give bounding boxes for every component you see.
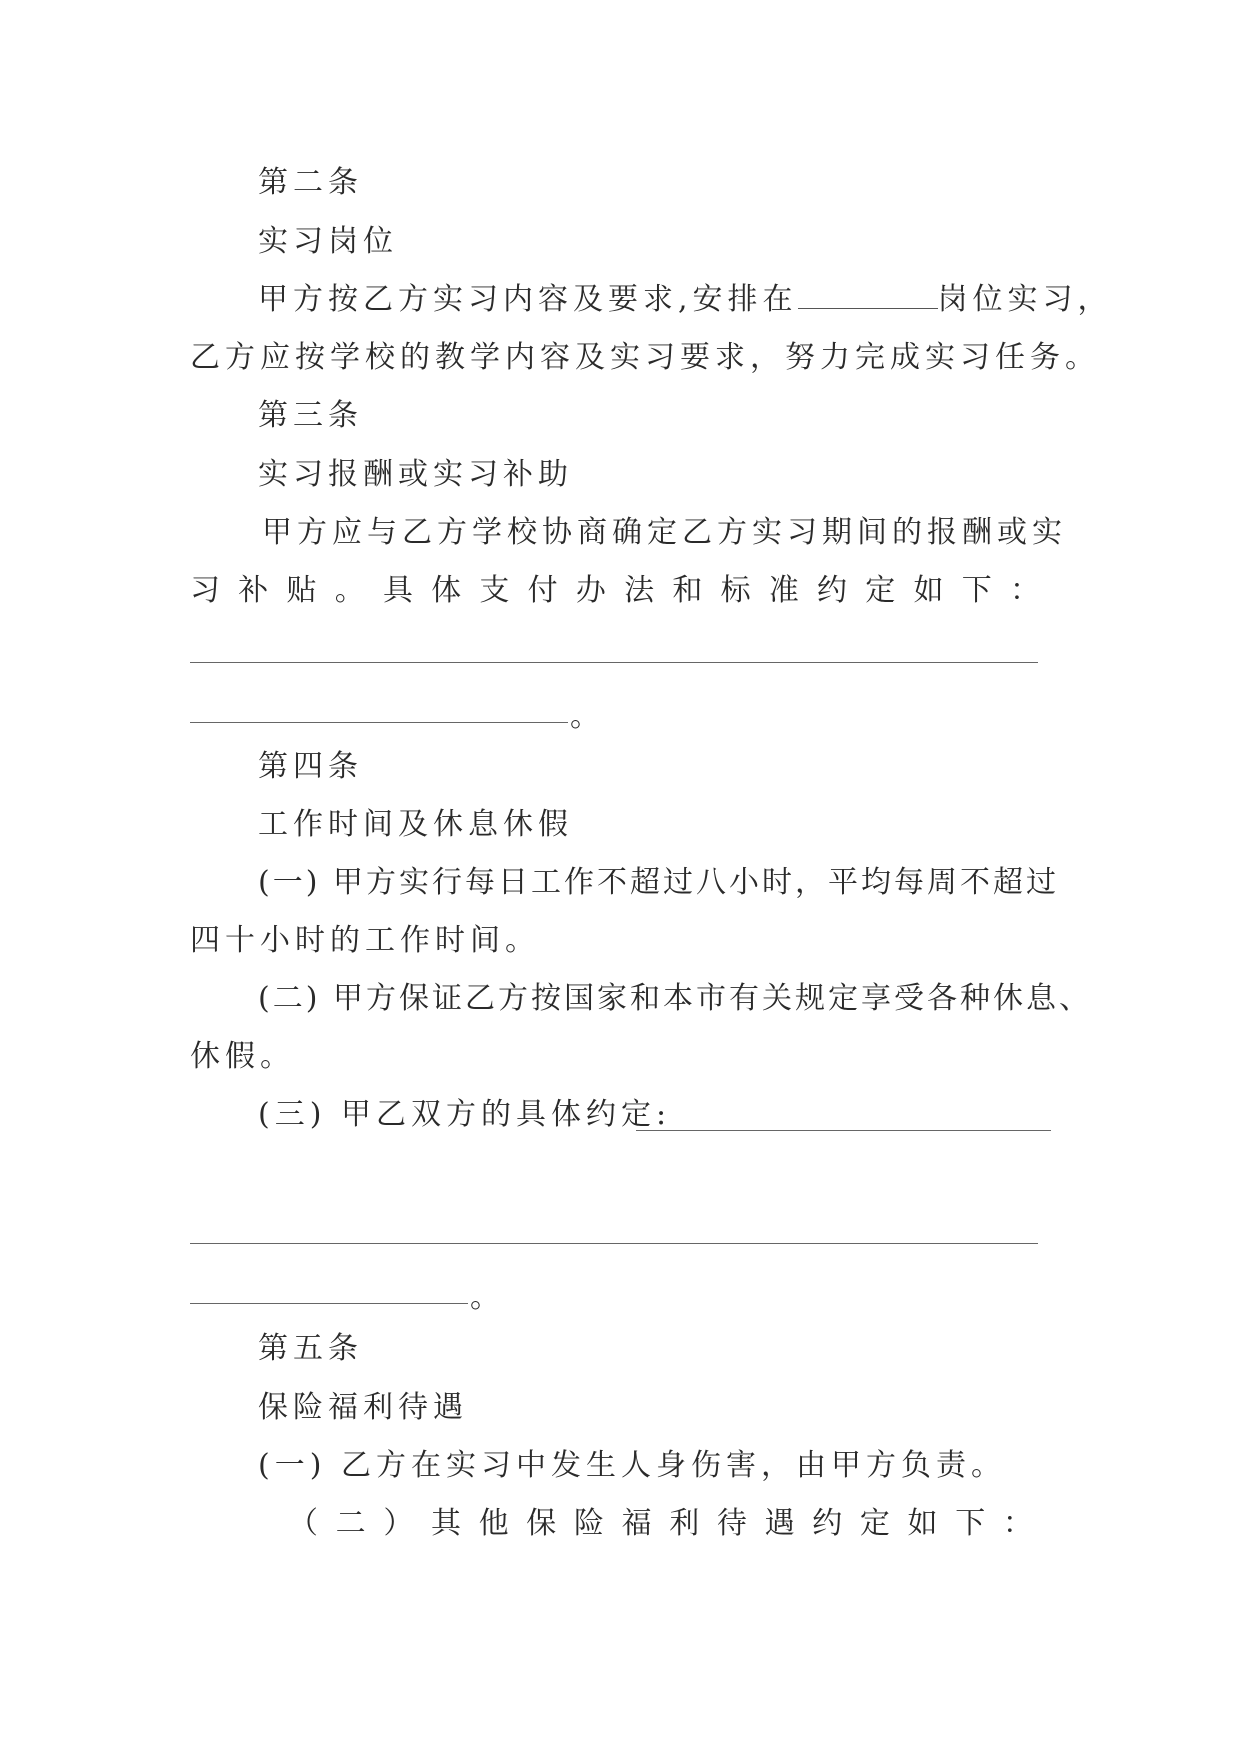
article-5-item-2-char: 福 (621, 1506, 652, 1541)
article-4-end-mark: 。 (470, 1280, 505, 1315)
article-3-line-2-char: 。 (334, 573, 365, 608)
article-5-item-2-char: 险 (573, 1506, 604, 1541)
article-2-line-1-text-a: 甲方按乙方实习内容及要求,安排在 (258, 282, 798, 317)
article-5-item-2-char: 利 (669, 1506, 700, 1541)
article-3-line-2-char: 准 (768, 573, 799, 608)
article-2-line-2: 乙方应按学校的教学内容及实习要求，努力完成实习任务。 (190, 340, 1100, 375)
article-3-line-2-char: 付 (527, 573, 558, 608)
article-3-line-2-char: 法 (624, 573, 655, 608)
article-3-line-2-char: 贴 (286, 573, 317, 608)
article-5-item-2-char: 如 (907, 1506, 938, 1541)
article-4-item-3-text: (三) 甲乙双方的具体约定: (258, 1097, 672, 1132)
article-5-item-2-char: 待 (716, 1506, 747, 1541)
article-4-heading: 第四条 (258, 749, 363, 784)
article-5-item-2-char: 定 (859, 1506, 890, 1541)
article-5-item-2 (288, 1504, 1033, 1544)
article-3-line-1: 甲方应与乙方学校协商确定乙方实习期间的报酬或实 (262, 515, 1067, 550)
article-3-line-2-char: 约 (817, 573, 848, 608)
article-2-title: 实习岗位 (258, 224, 398, 259)
article-3-end-mark: 。 (570, 699, 605, 734)
article-5-item-2-char: 约 (812, 1506, 843, 1541)
article-3-heading: 第三条 (258, 398, 363, 433)
article-4-item-2-line-2: 休假。 (190, 1039, 295, 1074)
article-5-item-2-char: 保 (526, 1506, 557, 1541)
article-3-line-2-char: 下 (961, 573, 992, 608)
article-3-line-2-char: 补 (238, 573, 269, 608)
article-4-item-1-line-1: (一) 甲方实行每日工作不超过八小时，平均每周不超过 (258, 865, 1059, 900)
position-blank (798, 282, 938, 309)
article-3-line-2 (190, 571, 1040, 611)
article-3-title: 实习报酬或实习补助 (258, 457, 573, 492)
article-4-title: 工作时间及休息休假 (258, 807, 573, 842)
payment-blank-line-1 (190, 662, 1038, 663)
article-5-heading: 第五条 (258, 1331, 363, 1366)
article-3-line-2-char: 定 (865, 573, 896, 608)
article-4-item-3 (258, 1095, 1060, 1135)
article-4-item-2-line-1: (二) 甲方保证乙方按国家和本市有关规定享受各种休息、 (258, 981, 1092, 1016)
article-3-line-2-char: 和 (672, 573, 703, 608)
article-5-item-2-char: ） (383, 1506, 414, 1541)
agreement-blank-line-3 (190, 1303, 468, 1304)
article-3-line-2-char: 习 (190, 573, 220, 608)
article-5-item-2-char: 他 (478, 1506, 509, 1541)
article-3-line-2-char: 具 (382, 573, 413, 608)
article-5-item-2-char: 遇 (764, 1506, 795, 1541)
agreement-blank-line-2 (190, 1243, 1038, 1244)
article-5-title: 保险福利待遇 (258, 1390, 468, 1425)
article-3-line-2-char: 体 (431, 573, 462, 608)
article-2-line-1-text-b: 岗位实习， (937, 282, 1113, 317)
article-5-item-2-char: （ (288, 1506, 318, 1541)
payment-blank-line-2 (190, 722, 568, 723)
article-5-item-2-char: 二 (335, 1506, 366, 1541)
article-3-line-2-char: 如 (913, 573, 944, 608)
article-2-heading: 第二条 (258, 165, 363, 200)
agreement-blank-line-1 (636, 1130, 1051, 1131)
article-5-item-2-char: 其 (430, 1506, 461, 1541)
article-3-line-2-char: ： (1009, 573, 1040, 608)
article-3-line-2-char: 支 (479, 573, 510, 608)
article-5-item-1: (一) 乙方在实习中发生人身伤害，由甲方负责。 (258, 1448, 1006, 1483)
article-2-line-1 (258, 280, 1113, 320)
article-4-item-1-line-2: 四十小时的工作时间。 (190, 923, 540, 958)
article-3-line-2-char: 标 (720, 573, 751, 608)
article-5-item-2-char: 下 (955, 1506, 986, 1541)
article-3-line-2-char: 办 (575, 573, 606, 608)
article-5-item-2-char: ： (1002, 1506, 1033, 1541)
